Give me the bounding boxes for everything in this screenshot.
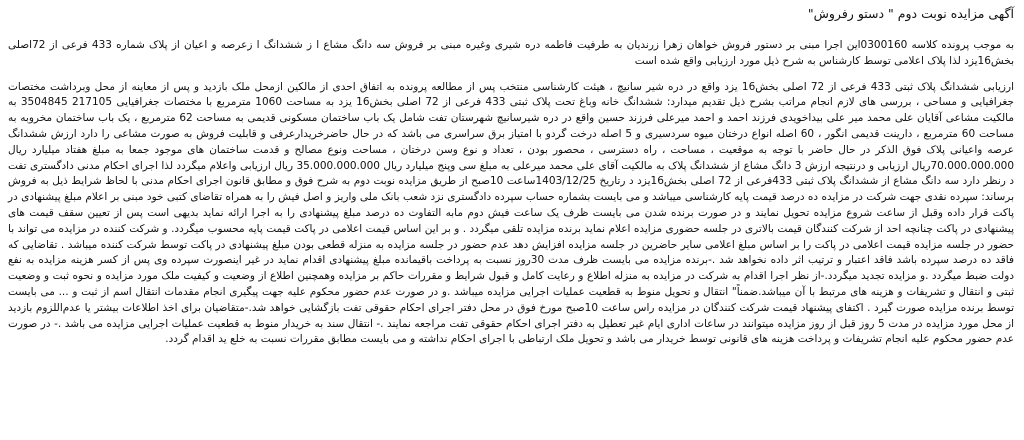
notice-body-paragraph: ارزیابی ششدانگ پلاک ثبتی 433 فرعی از 72 اصلی بخش16 یزد واقع در دره شیر سانیچ ، هیئت کارشناسی منتخب پس از مطالعه پرونده به اتفاق احدی از مالکین ازمحل ملک بازدید و پس از معاینه از محل وبرداشت مختصات جغرافیایی و مساحی ، بررسی های لازم انجام مراتب بشرح ذیل تقدیم میدارد: ششدانگ خانه وباغ تحت پلاک ثبتی 433 فرعی از 72 اصلی بخش16 یزد به مساحت 1060 مترمربع با مختصات جغرافیایی 217105 3504845 به مالکیت مشاعی آقایان علی محمد میر علی بیداخویدی فرزند احمد و احمد میرعلی فرزند حسین واقع در دره شیرسانیچ شهرستان تفت شامل یک باب ساختمان مسکونی قدیمی به مساحت 62 مترمربع ، یک باب ساختمان مخروبه به مساحت 60 مترمربع ، دارینت قدیمی انگور ، 60 اصله انواع درختان میوه سردسیری و 5 اصله درخت گردو با امتیاز برق سراسری می باشد که در حال حاضرخریدارعرفی و قابلیت فروش به صورت مشاعی را دارد ارزش ششدانگ عرصه واعیانی پلاک فوق الذکر در حال حاضر با توجه به موقعیت ، مساحت ، راه دسترسی ، محصور بودن ، تعداد و نوع وسن درختان ، مساحت ونوع مصالح و قدمت ساختمان های موجود جمعا به مبلغ هفتاد میلیارد ریال 70.000.000.000ریال ارزیابی و درنتیجه ارزش 3 دانگ مشاع از ششدانگ پلاک به مالکیت آقای علی محمد میرعلی به مبلغ سی وپنج میلیارد ریال 35.000.000.000 ریال ارزیابی واعلام میگردد لذا اجرای احکام مدنی دادگستری تفت د رنظر دارد سه دانگ مشاع از ششدانگ پلاک ثبتی 433فرعی از 72 اصلی بخش16یزد د رتاریخ 1403/12/25ساعت 10صبح از طریق مزایده نوبت دوم به شرح فوق و مطابق قانون اجرای احکام مدنی با لحاظ شرایط ذیل به فروش برساند: سپرده نقدی جهت شرکت در مزایده ده درصد قیمت پایه کارشناسی میباشد و می بایست بشماره حساب سپرده دادگستری نزد شعب بانک ملی واریز و اصل فیش را به همراه تقاضای کتبی خود مبنی بر اعلام مبلغ پیشنهادی در پاکت قرار داده وقبل از ساعت شروع مزایده تحویل نمایند و در صورت برنده شدن می بایست ظرف یک ساعت فیش دوم مابه التفاوت ده درصد مبلغ پیشنهادی را به اجرا ارائه نماید بدیهی است پس از تعیین سقف قیمت های پیشنهادی در پاکت چنانچه احد از شرکت کنندگان قیمت بالاتری در جلسه حضوری مزایده اعلام نماید برنده مزایده تلقی میگردد . و بر این اساس قیمت اعلامی در پاکت قیمت پایه محسوب میگردد. و شرکت کننده در مزایده می تواند با حضور در جلسه مزایده قیمت اعلامی در پاکت را بر اساس مبلغ اعلامی سایر حاضرین در جلسه مزایده افزایش دهد عدم حضور در جلسه مزایده به منزله قطعی بودن مبلغ پیشنهادی در پاکت توسط شرکت کننده میباشد . تقاضایی که فاقد ده درصد سپرده باشد فاقد اعتبار و ترتیب اثر داده نخواهد شد .-برنده مزایده می بایست ظرف مدت 30روز نسبت به پرداخت باقیمانده مبلغ پیشنهادی اقدام نماید در غیر اینصورت سپرده وی پس از کسر هزینه مزایده به نفع دولت ضبط میگردد .و مزایده تجدید میگردد.-از نظر اجرا اقدام به شرکت در مزایده به منزله اطلاع و رعایت کامل و قبول شرایط و مقررات حاکم بر مزایده وهمچنین اطلاع از وضعیت و کیفیت ملک مورد مزایده و نحوه ثبت و وضعیت ثبتی و انتقال و تشریفات و هزینه های مرتبط با آن میباشد.ضمناً" انتقال و تحویل منوط به قطعیت عملیات اجرایی مزایده میباشد .و در صورت عدم حضور محکوم علیه جهت پیگیری انجام مقدمات انتقال اسم از ثبت و ... می بایست توسط برنده مزایده صورت گیرد . اکتفای پیشنهاد قیمت شرکت کنندگان در مزایده راس ساعت 10صبح مورخ فوق در محل دفتر اجرای احکام حقوقی تفت بازگشایی خواهد شد.-متقاضیان برای اخذ اطلاعات بیشتر یا عدم‌اللزوم بازدید از محل مورد مزایده در مدت 5 روز قبل از روز مزایده میتوانند در ساعات اداری ایام غیر تعطیل به دفتر اجرای احکام حقوقی تفت مراجعه نمایند .- انتقال سند به خریدار منوط به قطعیت عملیات اجرایی مزایده می باشد .- در صورت عدم حضور محکوم علیه انجام تشریفات و پرداخت هزینه های قانونی توسط خریدار می باشد و تحویل ملک ارتباطی با اجرای احکام نداشته و می بایست مطابق مقررات نسبت به خلع ید اقدام گردد. [8,80,1015,346]
notice-intro-paragraph: به موجب پرونده کلاسه 0300160این اجرا مبنی بر دستور فروش خواهان زهرا زرندیان به طرفیت فاطمه دره شیری وغیره مبنی بر فروش سه دانگ مشاع ا ز ششدانگ ا زعرصه و اعیان از پلاک شماره 433 فرعی از 72اصلی بخش16یزد لذا پلاک اعلامی توسط کارشناس به شرح ذیل مورد ارزیابی واقع شده است [8,39,1014,67]
notice-title: آگهی مزایده نوبت دوم " دستو رفروش" [807,6,1014,21]
